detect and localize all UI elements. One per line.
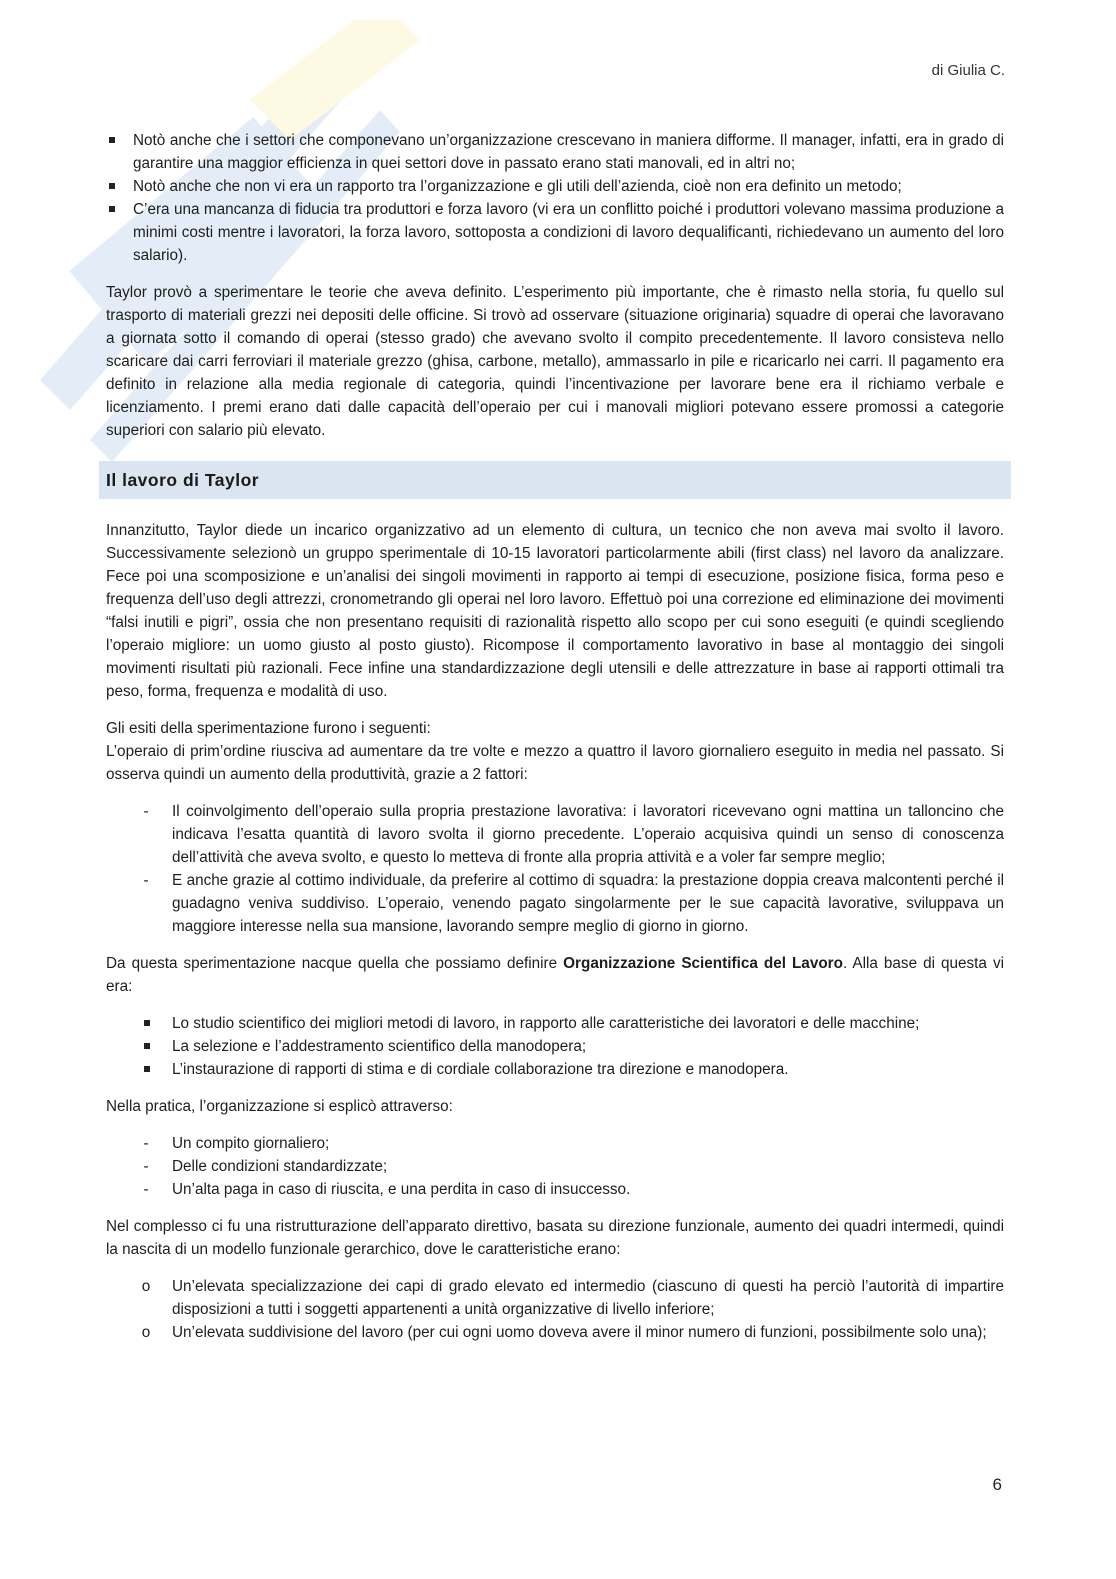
paragraph-osl: Da questa sperimentazione nacque quella che possiamo definire Organizzazione Scientifica del Lavoro. Alla base di questa vi era: [106, 955, 1004, 995]
circle-bullet: o [141, 1324, 151, 1341]
list-item: - Un compito giornaliero; [106, 1132, 1004, 1155]
dash-bullet: - [143, 1158, 149, 1175]
paragraph-taylor-method: Innanzitutto, Taylor diede un incarico organizzativo ad un elemento di cultura, un tecnico che non aveva mai svolto il lavoro. Successivamente selezionò un gruppo sperimentale di 10-15 lavoratori particolarmente abili (first class) nel lavoro da analizzare. Fece poi una scomposizione e un’analisi dei singoli movimenti in rapporto ai tempi di esecuzione, posizione fisica, forma peso e frequenza dell’uso degli attrezzi, cronometrando gli operai nel loro lavoro. Effettuò poi una correzione ed eliminazione dei movimenti “falsi inutili e pigri”, ossia che non presentano requisiti di razionalità rispetto allo scopo per cui sono eseguiti (e quindi scegliendo l’operaio migliore: un uomo giusto al posto giusto). Ricompose il comportamento lavorativo in base al montaggio dei singoli movimenti risultati più razionali. Fece infine una standardizzazione degli utensili e delle attrezzature in base ai rapporti ottimali tra peso, forma, frequenza e modalità di uso. [106, 522, 1004, 700]
square-bullet-icon [144, 1066, 150, 1072]
results-text: L’operaio di prim’ordine riusciva ad aumentare da tre volte e mezzo a quattro il lavoro giornaliero eseguito in media nel passato. Si osserva quindi un aumento della produttività, grazie a 2 fattori: [106, 743, 1004, 783]
section-heading-bar [99, 461, 1011, 499]
results-intro: Gli esiti della sperimentazione furono i seguenti: [106, 720, 431, 737]
paragraph-restructuring: Nel complesso ci fu una ristrutturazione dell’apparato direttivo, basata su direzione funzionale, aumento dei quadri intermedi, quindi la nascita di un modello funzionale gerarchico, dove le caratteristiche erano: [106, 1218, 1004, 1258]
section-heading: Il lavoro di Taylor [106, 470, 260, 490]
dash-bullet: - [143, 1181, 149, 1198]
list-item: La selezione e l’addestramento scientifico della manodopera; [106, 1035, 1004, 1058]
list-item: Lo studio scientifico dei migliori metodi di lavoro, in rapporto alle caratteristiche dei lavoratori e delle macchine; [106, 1012, 1004, 1035]
list-item: - Un’alta paga in caso di riuscita, e una perdita in caso di insuccesso. [106, 1178, 1004, 1201]
square-bullet-icon [109, 183, 115, 189]
list-item: - Delle condizioni standardizzate; [106, 1155, 1004, 1178]
square-bullet-icon [109, 137, 115, 143]
list-item: Notò anche che non vi era un rapporto tra l’organizzazione e gli utili dell’azienda, cioè non era definito un metodo; [106, 175, 1004, 198]
square-bullet-icon [109, 206, 115, 212]
page-number: 6 [992, 1475, 1002, 1494]
dash-bullet: - [143, 803, 149, 820]
factors-list [106, 800, 1004, 938]
header-author: di Giulia C. [931, 62, 1005, 79]
characteristics-list [106, 1275, 1004, 1344]
list-item: C’era una mancanza di fiducia tra produttori e forza lavoro (vi era un conflitto poiché i produttori volevano massima produzione a minimi costi mentre i lavoratori, la forza lavoro, sottoposta a condizioni di lavoro dequalificanti, richiedevano un aumento del loro salario). [106, 198, 1004, 267]
list-item: o Un’elevata suddivisione del lavoro (per cui ogni uomo doveva avere il minor numero di funzioni, possibilmente solo una); [106, 1321, 1004, 1344]
list-item: - E anche grazie al cottimo individuale, da preferire al cottimo di squadra: la prestazione doppia creava malcontenti perché il guadagno veniva suddiviso. L’operaio, venendo pagato singolarmente per le sue capacità lavorative, sviluppava un maggiore interesse nella sua mansione, lavorando sempre meglio di giorno in giorno. [106, 869, 1004, 938]
list-item: o Un’elevata specializzazione dei capi di grado elevato ed intermedio (ciascuno di questi ha perciò l’autorità di impartire disposizioni a tutti i soggetti appartenenti a unità organizzative di livello inferiore; [106, 1275, 1004, 1321]
square-bullet-icon [144, 1020, 150, 1026]
basis-list [106, 1012, 1004, 1081]
list-item: - Il coinvolgimento dell’operaio sulla propria prestazione lavorativa: i lavoratori ricevevano ogni mattina un talloncino che indicava l’esatta quantità di lavoro svolta il giorno precedente. L’operaio acquisiva quindi un senso di conoscenza dell’attività che aveva svolto, e questo lo metteva di fronte alla propria attività e a voler far sempre meglio; [106, 800, 1004, 869]
dash-bullet: - [143, 872, 149, 889]
osl-term: Organizzazione Scientifica del Lavoro [563, 955, 843, 972]
square-bullet-icon [144, 1043, 150, 1049]
list-item: Notò anche che i settori che componevano un’organizzazione crescevano in maniera difforme. Il manager, infatti, era in grado di garantire una maggior efficienza in quei settori dove in passato erano stati manovali, ed in altri no; [106, 129, 1004, 175]
circle-bullet: o [141, 1278, 151, 1295]
paragraph-taylor-experiment: Taylor provò a sperimentare le teorie che aveva definito. L’esperimento più importante, che è rimasto nella storia, fu quello sul trasporto di materiali grezzi nei depositi delle officine. Si trovò ad osservare (situazione originaria) squadre di operai che lavoravano a giornata sotto il comando di operai (stesso grado) che avevano svolto il compito precedentemente. Il lavoro consisteva nello scaricare dai carri ferroviari il materiale grezzo (ghisa, carbone, metallo), ammassarlo in pile e ricaricarlo nei carri. Il pagamento era definito in relazione alla media regionale di categoria, quindi l’incentivazione per lavorare bene era il richiamo verbale e licenziamento. I premi erano dati dalle capacità dell’operaio per cui i manovali migliori potevano essere promossi a categorie superiori con salario più elevato. [106, 284, 1004, 439]
list-item: L’instaurazione di rapporti di stima e di cordiale collaborazione tra direzione e manodopera. [106, 1058, 1004, 1081]
dash-bullet: - [143, 1135, 149, 1152]
intro-bullet-list [106, 129, 1004, 267]
document-body [106, 129, 1004, 1344]
practice-intro: Nella pratica, l’organizzazione si esplicò attraverso: [106, 1098, 453, 1115]
practice-list [106, 1132, 1004, 1201]
